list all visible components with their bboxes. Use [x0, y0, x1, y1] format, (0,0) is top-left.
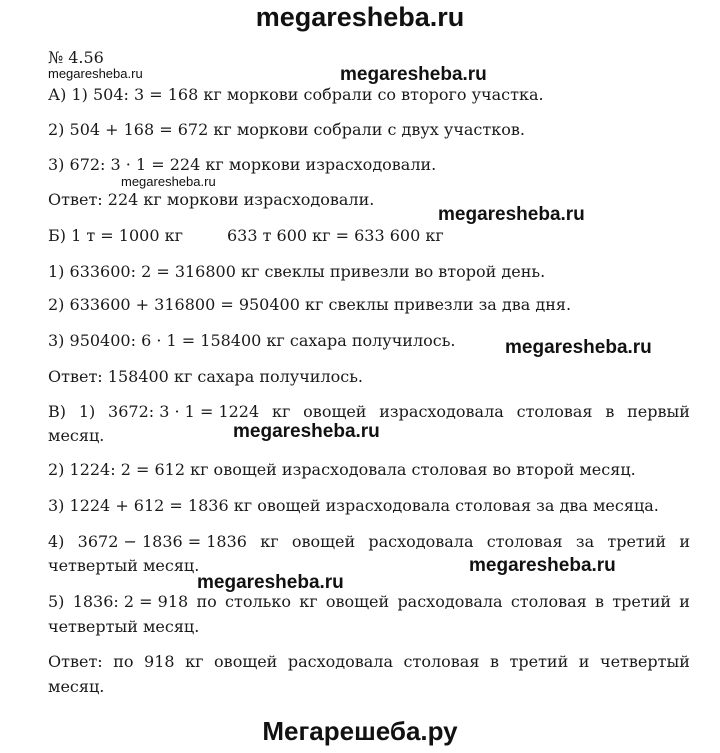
word: и [679, 592, 690, 611]
word: столовая [403, 652, 480, 671]
solution-line: А) 1) 504: 3 = 168 кг моркови собрали со второго участка. [48, 85, 544, 104]
watermark-small: megaresheba.ru [48, 66, 143, 81]
solution-line-cont: четвертый месяц. [48, 556, 200, 575]
word: 3672 − 1836 = 1836 [77, 532, 247, 551]
word: израсходовала [379, 402, 504, 421]
word: в [595, 592, 605, 611]
site-footer: Мегарешеба.ру [262, 716, 458, 746]
conversion-line [48, 226, 444, 245]
watermark: megaresheba.ru [233, 421, 380, 442]
task-number: № 4.56 [48, 48, 104, 67]
word: 1) [78, 402, 96, 421]
word: в [605, 402, 615, 421]
word: овощей [291, 532, 356, 551]
word: расходовала [368, 532, 474, 551]
word: расходовала [397, 592, 503, 611]
solution-line-cont: четвертый месяц. [48, 617, 200, 636]
word: 5) [48, 592, 65, 611]
solution-line: 2) 1224: 2 = 612 кг овощей израсходовала столовая во второй месяц. [48, 460, 636, 479]
answer-line: Ответ: 224 кг моркови израсходовали. [48, 190, 375, 209]
word: кг [260, 532, 279, 551]
solution-line: 3) 1224 + 612 = 1836 кг овощей израсходовала столовая за два месяца. [48, 496, 659, 515]
word: 3672: 3 · 1 = 1224 [108, 402, 260, 421]
solution-line: 2) 504 + 168 = 672 кг моркови собрали с двух участков. [48, 120, 525, 139]
word: и [578, 652, 590, 671]
word: кг [271, 402, 291, 421]
word: первый [627, 402, 690, 421]
word: третий [509, 652, 569, 671]
word: овощей [325, 592, 390, 611]
watermark: megaresheba.ru [340, 64, 487, 85]
word: третий [607, 532, 667, 551]
watermark-small: megaresheba.ru [121, 174, 216, 189]
word: Ответ: [48, 652, 103, 671]
word: столько [225, 592, 291, 611]
conversion-right: 633 т 600 кг = 633 600 кг [226, 226, 444, 245]
solution-line: 2) 633600 + 316800 = 950400 кг свеклы привезли за два дня. [48, 295, 572, 314]
word: кг [185, 652, 204, 671]
solution-line-justified [48, 592, 690, 611]
conversion-left: Б) 1 т = 1000 кг [48, 226, 183, 245]
watermark: megaresheba.ru [505, 337, 652, 358]
word: столовая [486, 532, 563, 551]
word: овощей [303, 402, 367, 421]
word: столовая [516, 402, 593, 421]
word: и [679, 532, 690, 551]
word: 1836: 2 = 918 [72, 592, 189, 611]
watermark: megaresheba.ru [197, 572, 344, 593]
word: расходовала [287, 652, 393, 671]
word: столовая [510, 592, 587, 611]
solution-line: 1) 633600: 2 = 316800 кг свеклы привезли во второй день. [48, 262, 546, 281]
answer-line-cont: месяц. [48, 677, 105, 696]
word: четвертый [599, 652, 690, 671]
watermark: megaresheba.ru [438, 204, 585, 225]
word: третий [612, 592, 672, 611]
word: 4) [48, 532, 65, 551]
word: В) [48, 402, 66, 421]
word: кг [299, 592, 318, 611]
solution-line-cont: месяц. [48, 426, 105, 445]
answer-line-justified [48, 652, 690, 671]
solution-line-justified [48, 532, 690, 551]
answer-line: Ответ: 158400 кг сахара получилось. [48, 367, 364, 386]
word: овощей [214, 652, 278, 671]
watermark: megaresheba.ru [469, 555, 616, 576]
site-header: megaresheba.ru [255, 2, 465, 32]
word: за [575, 532, 595, 551]
solution-line: 3) 672: 3 · 1 = 224 кг моркови израсходовали. [48, 155, 437, 174]
word: по [113, 652, 134, 671]
word: по [196, 592, 217, 611]
solution-line: 3) 950400: 6 · 1 = 158400 кг сахара получилось. [48, 331, 456, 350]
word: 918 [144, 652, 175, 671]
word: в [489, 652, 499, 671]
solution-line-justified [48, 402, 690, 421]
